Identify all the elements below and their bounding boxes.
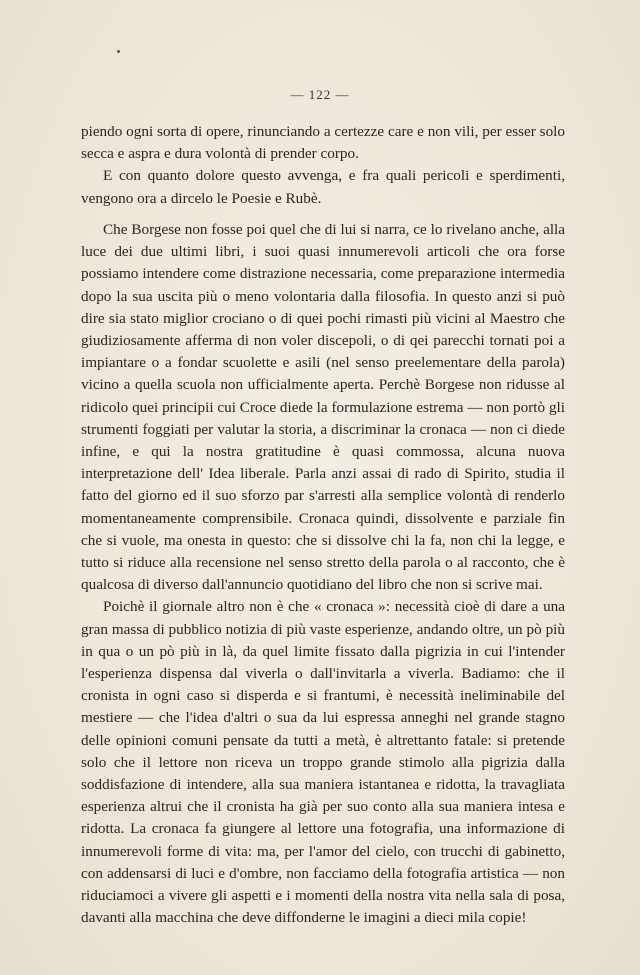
text-block-top: [81, 121, 565, 210]
paper-speck: [117, 50, 120, 53]
paragraph: piendo ogni sorta di opere, rinunciando a certezze care e non vili, per esser solo secca e aspra e dura volontà di prender corpo.: [81, 123, 565, 163]
paragraph: Che Borgese non fosse poi quel che di lui si narra, ce lo rivelano anche, alla luce dei due ultimi libri, i suoi quasi innumerevoli articoli che ora forse possiamo intendere come distrazione necessaria, come preparazione intermedia dopo la sua uscita più o meno volontaria dalla filosofia. In questo anzi si può dire sia stato miglior crociano o di quei pochi rimasti più vicini al Maestro che giudiziosamente afferma di non voler discepoli, o di qei parecchi tornati poi a impiantare o a fondar scuolette e asili (nel senso preelementare della parola) vicino a quella scuola non ufficialmente aperta. Perchè Borgese non ridusse al ridicolo quei principii cui Croce diede la formulazione estrema — non portò gli strumenti foggiati per valutar la storia, a discriminar la cronaca — non ci diede infine, e qui la nostra gratitudine è quasi commossa, alcuna nuova interpretazione dell' Idea liberale. Parla anzi assai di rado di Spirito, studia il fatto del giorno ed il suo sforzo par s'arresti alla semplice volontà di renderlo momentaneamente comprensibile. Cronaca quindi, dissolvente e parziale fin che si vuole, ma onesta in questo: che si dissolve chi la fa, non chi la legge, e tutto si riduce alla recensione nel senso stretto della parola o al racconto, che è qualcosa di diverso dall'annuncio quotidiano del libro che non si scrive mai.: [81, 221, 565, 594]
page-number: — 122 —: [290, 87, 350, 102]
text-block-main: [81, 219, 565, 930]
paragraph: E con quanto dolore questo avvenga, e fra quali pericoli e sperdimenti, vengono ora a dircelo le Poesie e Rubè.: [81, 167, 565, 207]
paragraph: Poichè il giornale altro non è che « cronaca »: necessità cioè di dare a una gran massa di pubblico notizia di più vaste esperienze, andando oltre, un pò più in qua o un pò più in là, da quel limite fissato dalla pigrizia in cui l'intender l'esperienza dispensa dal viverla o dall'invitarla a viverla. Badiamo: che il cronista in ogni caso si disperda e si frantumi, è necessità ineliminabile del mestiere — che l'idea d'altri o sua da lui espressa anneghi nel grande stagno delle opinioni comuni pensate da tutti a metà, è altrettanto fatale: si pretende solo che il lettore non riceva un troppo grande stimolo alla pigrizia dalla soddisfazione di intendere, alla sua maniera istantanea e ridotta, la travagliata esperienza altrui che il cronista ha già per suo conto alla sua maniera intesa e ridotta. La cronaca fa giungere al lettore una fotografia, una informazione di innumerevoli forme di vita: ma, per l'amor del cielo, con trucchi di gabinetto, con addensarsi di luci e d'ombre, non facciamo della fotografia artistica — non riduciamoci a vivere gli aspetti e i momenti della nostra vita nella sala di posa, davanti alla macchina che deve diffonderne le imagini a dieci mila copie!: [81, 598, 565, 927]
